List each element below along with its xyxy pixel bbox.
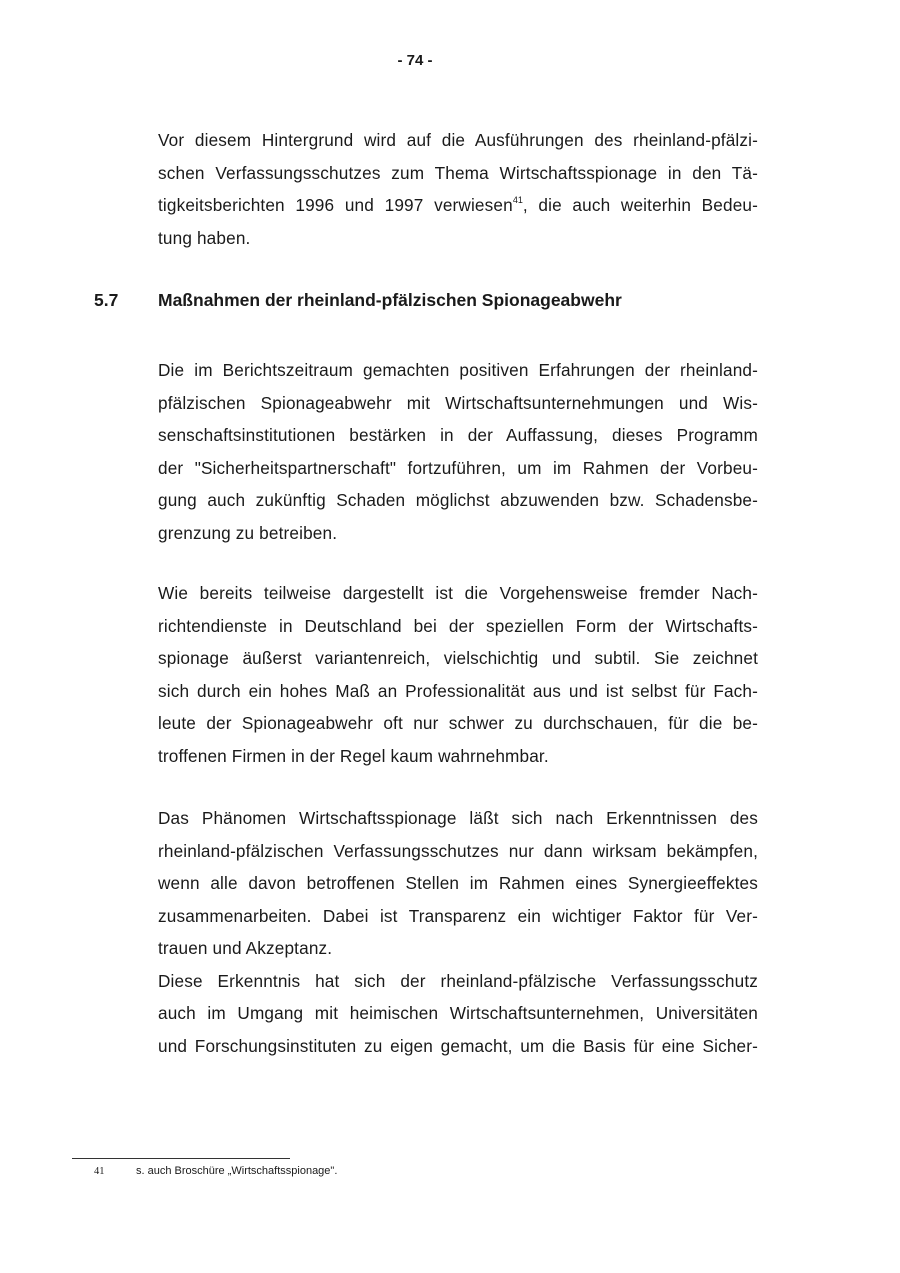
text-segment: , die auch weiterhin Bedeu- <box>522 195 758 215</box>
section-heading <box>94 287 622 313</box>
footnote <box>94 1163 337 1180</box>
text-line: trauen und Akzeptanz. <box>158 938 333 958</box>
text-line: spionage äußerst variantenreich, vielschichtig und subtil. Sie zeichnet <box>158 648 758 668</box>
text-line: tung haben. <box>158 227 251 248</box>
page-number: - 74 - <box>397 52 433 69</box>
text-line: pfälzischen Spionageabwehr mit Wirtschaftsunternehmungen und Wis- <box>158 392 758 413</box>
footnote-separator <box>72 1158 290 1159</box>
text-line: Diese Erkenntnis hat sich der rheinland-pfälzische Verfassungsschutz <box>158 970 758 991</box>
text-line: gung auch zukünftig Schaden möglichst abzuwenden bzw. Schadensbe- <box>158 490 758 510</box>
paragraph-economic-espionage-cooperation <box>158 802 758 1062</box>
text-line: der "Sicherheitspartnerschaft" fortzuführen, um im Rahmen der Vorbeu- <box>158 457 758 478</box>
text-line: leute der Spionageabwehr oft nur schwer zu durchschauen, für die be- <box>158 713 758 733</box>
footnote-reference: 41 <box>512 195 523 205</box>
text-line: troffenen Firmen in der Regel kaum wahrnehmbar. <box>158 745 549 766</box>
text-line: Vor diesem Hintergrund wird auf die Ausführungen des rheinland-pfälzi- <box>158 130 758 150</box>
text-line: sich durch ein hohes Maß an Professionalität aus und ist selbst für Fach- <box>158 680 758 701</box>
paragraph-foreign-intelligence-methods <box>158 577 758 772</box>
text-line: Die im Berichtszeitraum gemachten positiven Erfahrungen der rheinland- <box>158 360 758 380</box>
text-line: und Forschungsinstituten zu eigen gemacht, um die Basis für eine Sicher- <box>158 1035 758 1056</box>
section-title: Maßnahmen der rheinland-pfälzischen Spionageabwehr <box>158 290 622 310</box>
text-line: Das Phänomen Wirtschaftsspionage läßt sich nach Erkenntnissen des <box>158 808 758 828</box>
paragraph-security-partnership <box>158 354 758 549</box>
text-line: grenzung zu betreiben. <box>158 522 338 543</box>
text-line: schen Verfassungsschutzes zum Thema Wirtschaftsspionage in den Tä- <box>158 162 758 183</box>
text-line: richtendienste in Deutschland bei der speziellen Form der Wirtschafts- <box>158 615 758 636</box>
text-segment: tigkeitsberichten 1996 und 1997 verwiesen <box>158 195 513 215</box>
footnote-number: 41 <box>94 1166 105 1177</box>
text-line <box>158 189 758 222</box>
text-line: senschaftsinstitutionen bestärken in der Auffassung, dieses Programm <box>158 425 758 445</box>
text-line: zusammenarbeiten. Dabei ist Transparenz ein wichtiger Faktor für Ver- <box>158 905 758 926</box>
text-line: Wie bereits teilweise dargestellt ist die Vorgehensweise fremder Nach- <box>158 583 758 603</box>
paragraph-background-reference <box>158 124 758 254</box>
text-line: wenn alle davon betroffenen Stellen im Rahmen eines Synergieeffektes <box>158 873 758 893</box>
section-number: 5.7 <box>94 290 119 310</box>
footnote-text: s. auch Broschüre „Wirtschaftsspionage". <box>136 1165 338 1177</box>
text-line: rheinland-pfälzischen Verfassungsschutzes nur dann wirksam bekämpfen, <box>158 840 758 861</box>
text-line: auch im Umgang mit heimischen Wirtschaftsunternehmen, Universitäten <box>158 1003 758 1023</box>
